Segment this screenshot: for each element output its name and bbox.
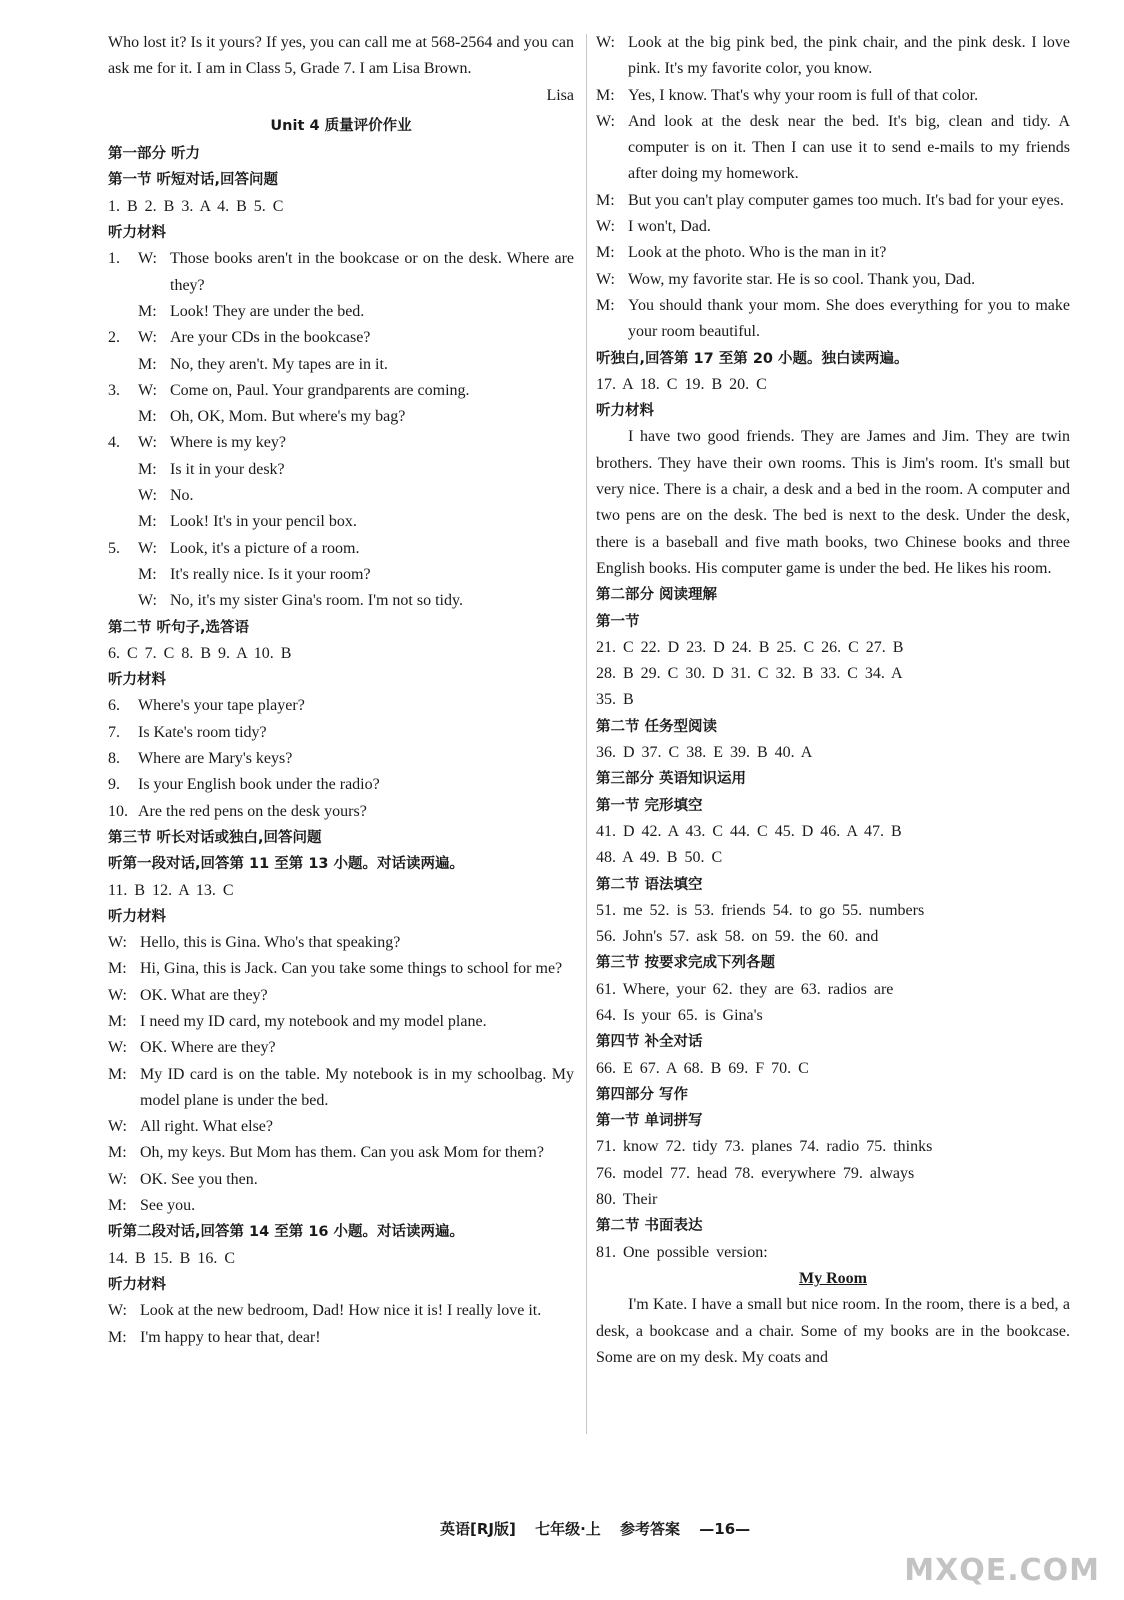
dialog-line — [138, 509, 574, 535]
dialog-line — [596, 214, 1070, 240]
dialog-line — [108, 983, 574, 1009]
answers-71-75: 71. know 72. tidy 73. planes 74. radio 75. thinks — [596, 1138, 933, 1156]
dialog-text: Wow, my favorite star. He is so cool. Thank you, Dad. — [628, 270, 976, 288]
item-number — [108, 588, 138, 614]
part1-heading: 第一部分 听力 — [108, 146, 201, 163]
numbered-dialog-line — [108, 325, 574, 351]
dialog-line — [138, 352, 574, 378]
footer-grade: 七年级·上 — [535, 1520, 601, 1538]
answers-6-10: 6. C 7. C 8. B 9. A 10. B — [108, 644, 292, 662]
dialog-text: Where is my key? — [170, 434, 286, 452]
dialog-text: Look! It's in your pencil box. — [170, 513, 357, 531]
item-number: 5. — [108, 539, 120, 557]
answers-66-70: 66. E 67. A 68. B 69. F 70. C — [596, 1059, 809, 1077]
footer-answers-label: 参考答案 — [620, 1520, 681, 1538]
speaker-label: W: — [138, 592, 157, 610]
monologue-instructions: 听独白,回答第 17 至第 20 小题。独白读两遍。 — [596, 350, 909, 367]
item-number: 7. — [108, 723, 120, 741]
page-footer — [440, 1518, 764, 1539]
dialog-text: See you. — [140, 1197, 196, 1215]
item-number — [108, 299, 138, 325]
dialog-text: Oh, my keys. But Mom has them. Can you ask Mom for them? — [140, 1144, 544, 1162]
dialog2-instructions: 听第二段对话,回答第 14 至第 16 小题。对话读两遍。 — [108, 1224, 465, 1241]
listening-material-label: 听力材料 — [108, 672, 166, 689]
dialog-text: And look at the desk near the bed. It's big, clean and tidy. A computer is on it. Then I can use it to send e-mails to my friends after doing my homework. — [628, 112, 1070, 183]
part4-section2-heading: 第二节 书面表达 — [596, 1218, 703, 1235]
dialog-line — [138, 325, 574, 351]
section2-heading: 第二节 听句子,选答语 — [108, 619, 250, 636]
dialog-text: Yes, I know. That's why your room is full of that color. — [628, 86, 979, 104]
long-dialog-1 — [108, 930, 574, 1219]
unit-title: Unit 4 质量评价作业 — [270, 117, 412, 134]
dialog-line — [138, 430, 574, 456]
numbered-dialog-line — [108, 588, 574, 614]
speaker-label: W: — [596, 218, 615, 236]
part4-section1-heading: 第一节 单词拼写 — [596, 1113, 703, 1130]
dialog-line — [138, 378, 574, 404]
dialog-text: Those books aren't in the bookcase or on the desk. Where are they? — [170, 250, 574, 294]
dialog-line — [138, 536, 574, 562]
intro-paragraph: Who lost it? Is it yours? If yes, you can call me at 568-2564 and you can ask me for it. I am in Class 5, Grade 7. I am Lisa Brown. — [108, 34, 574, 78]
answers-17-20: 17. A 18. C 19. B 20. C — [596, 375, 767, 393]
dialog-line — [108, 1035, 574, 1061]
dialog-text: No, it's my sister Gina's room. I'm not so tidy. — [170, 592, 463, 610]
dialog-text: OK. What are they? — [140, 986, 268, 1004]
dialog-text: I'm happy to hear that, dear! — [140, 1328, 321, 1346]
item-number — [108, 562, 138, 588]
part3-section3-heading: 第三节 按要求完成下列各题 — [596, 955, 776, 972]
essay-text: I'm Kate. I have a small but nice room. In the room, there is a bed, a desk, a bookcase and a chair. Some of my books are in the bookcase. Some are on my desk. My coats and — [596, 1296, 1070, 1366]
numbered-dialog-line — [108, 483, 574, 509]
dialog-text: Are your CDs in the bookcase? — [170, 329, 371, 347]
speaker-label: M: — [596, 244, 615, 262]
item-number — [108, 457, 138, 483]
dialog-line — [108, 1193, 574, 1219]
speaker-label: M: — [596, 86, 615, 104]
section1-heading: 第一节 听短对话,回答问题 — [108, 172, 279, 189]
speaker-label: W: — [138, 329, 157, 347]
answers-35: 35. B — [596, 691, 634, 709]
dialog-text: Look at the photo. Who is the man in it? — [628, 244, 887, 262]
speaker-label: W: — [596, 270, 615, 288]
sentence-text: Are the red pens on the desk yours? — [138, 802, 367, 820]
part2-section1-heading: 第一节 — [596, 613, 640, 630]
dialog-line — [108, 930, 574, 956]
part4-heading: 第四部分 写作 — [596, 1086, 689, 1103]
dialog-text: My ID card is on the table. My notebook is in my schoolbag. My model plane is under the bed. — [140, 1065, 574, 1109]
dialog-text: Come on, Paul. Your grandparents are coming. — [170, 381, 470, 399]
essay-title: My Room — [799, 1269, 867, 1287]
speaker-label: M: — [138, 565, 157, 583]
speaker-label: M: — [596, 191, 615, 209]
numbered-dialog-line — [108, 457, 574, 483]
sentence-item — [108, 772, 574, 798]
monologue-text: I have two good friends. They are James and Jim. They are twin brothers. They have their own rooms. This is Jim's room. It's small but very nice. There is a chair, a desk and a bed in the room. A computer and two pens are on the desk. The bed is next to the desk. Under the desk, there is a baseball and five math books, two Chinese books and three English books. His computer game is under the bed. He likes his room. — [596, 428, 1070, 577]
answers-21-27: 21. C 22. D 23. D 24. B 25. C 26. C 27. B — [596, 638, 904, 656]
speaker-label: M: — [596, 296, 615, 314]
answers-28-34: 28. B 29. C 30. D 31. C 32. B 33. C 34. A — [596, 665, 903, 683]
numbered-dialog-line — [108, 509, 574, 535]
numbered-dialog-line — [108, 562, 574, 588]
sentence-text: Where's your tape player? — [138, 697, 305, 715]
dialog-line — [138, 457, 574, 483]
item-number: 2. — [108, 329, 120, 347]
sentence-text: Is your English book under the radio? — [138, 776, 380, 794]
dialog-line — [596, 83, 1070, 109]
answers-64-65: 64. Is your 65. is Gina's — [596, 1006, 763, 1024]
answers-48-50: 48. A 49. B 50. C — [596, 849, 723, 867]
dialog-text: Oh, OK, Mom. But where's my bag? — [170, 408, 406, 426]
speaker-label: W: — [596, 112, 615, 130]
dialog-line — [108, 1140, 574, 1166]
dialog-text: Look at the big pink bed, the pink chair, and the pink desk. I love pink. It's my favorite color, you know. — [628, 34, 1070, 78]
short-dialogs — [108, 246, 574, 614]
speaker-label: W: — [108, 934, 127, 952]
speaker-label: W: — [138, 434, 157, 452]
left-column — [108, 30, 574, 1351]
speaker-label: M: — [138, 302, 157, 320]
dialog-line — [596, 240, 1070, 266]
dialog-text: No. — [170, 487, 194, 505]
dialog-line — [108, 1114, 574, 1140]
dialog-text: Look, it's a picture of a room. — [170, 539, 360, 557]
item-number — [108, 404, 138, 430]
numbered-dialog-line — [108, 299, 574, 325]
speaker-label: M: — [138, 355, 157, 373]
sentence-item — [108, 720, 574, 746]
sentence-item — [108, 746, 574, 772]
dialog-line — [138, 588, 574, 614]
listening-material-label: 听力材料 — [108, 225, 166, 242]
item-number: 4. — [108, 434, 120, 452]
listening-material-label: 听力材料 — [596, 403, 654, 420]
dialog-line — [596, 30, 1070, 83]
numbered-dialog-line — [108, 536, 574, 562]
speaker-label: W: — [596, 34, 615, 51]
dialog-text: No, they aren't. My tapes are in it. — [170, 355, 388, 373]
item-number — [108, 483, 138, 509]
answers-61-63: 61. Where, your 62. they are 63. radios are — [596, 980, 894, 998]
dialog-line — [108, 956, 574, 982]
dialog-line — [596, 188, 1070, 214]
speaker-label: M: — [108, 1065, 127, 1083]
dialog-text: Hi, Gina, this is Jack. Can you take some things to school for me? — [140, 960, 563, 978]
dialog1-instructions: 听第一段对话,回答第 11 至第 13 小题。对话读两遍。 — [108, 856, 465, 873]
dialog-text: Look at the new bedroom, Dad! How nice it is! I really love it. — [140, 1302, 542, 1320]
dialog-line — [138, 246, 574, 299]
answers-1-5: 1. B 2. B 3. A 4. B 5. C — [108, 197, 284, 215]
item-number: 6. — [108, 697, 120, 715]
speaker-label: M: — [108, 960, 127, 978]
part3-section4-heading: 第四节 补全对话 — [596, 1034, 703, 1051]
dialog-line — [108, 1325, 574, 1351]
listening-material-label: 听力材料 — [108, 1276, 166, 1293]
item-number — [108, 352, 138, 378]
speaker-label: M: — [108, 1012, 127, 1030]
dialog-text: Look! They are under the bed. — [170, 302, 365, 320]
dialog-line — [596, 109, 1070, 188]
dialog-text: All right. What else? — [140, 1118, 273, 1136]
speaker-label: M: — [138, 513, 157, 531]
speaker-label: W: — [108, 1039, 127, 1057]
answers-11-13: 11. B 12. A 13. C — [108, 881, 234, 899]
footer-subject: 英语[RJ版] — [440, 1520, 516, 1538]
speaker-label: M: — [108, 1197, 127, 1215]
item-number: 3. — [108, 381, 120, 399]
sentence-text: Where are Mary's keys? — [138, 750, 293, 768]
speaker-label: W: — [108, 1302, 127, 1320]
right-column — [596, 30, 1070, 1371]
sentence-item — [108, 799, 574, 825]
dialog-text: Is it in your desk? — [170, 460, 285, 478]
speaker-label: M: — [138, 460, 157, 478]
long-dialog-2 — [108, 1298, 574, 1351]
sentence-list — [108, 693, 574, 824]
part2-section2-heading: 第二节 任务型阅读 — [596, 718, 718, 735]
section3-heading: 第三节 听长对话或独白,回答问题 — [108, 829, 322, 846]
dialog-line — [138, 299, 574, 325]
numbered-dialog-line — [108, 246, 574, 299]
part2-heading: 第二部分 阅读理解 — [596, 587, 718, 604]
long-dialog-2-continued — [596, 30, 1070, 346]
watermark-logo: MXQE.COM — [904, 1553, 1100, 1588]
item-number: 9. — [108, 776, 120, 794]
sentence-item — [108, 693, 574, 719]
dialog-line — [108, 1167, 574, 1193]
answers-76-79: 76. model 77. head 78. everywhere 79. always — [596, 1164, 915, 1182]
dialog-text: I need my ID card, my notebook and my model plane. — [140, 1012, 487, 1030]
dialog-line — [108, 1298, 574, 1324]
speaker-label: W: — [108, 1118, 127, 1136]
speaker-label: M: — [108, 1144, 127, 1162]
dialog-text: Hello, this is Gina. Who's that speaking? — [140, 934, 401, 952]
speaker-label: W: — [108, 1170, 127, 1188]
speaker-label: W: — [138, 250, 157, 268]
answers-14-16: 14. B 15. B 16. C — [108, 1249, 236, 1267]
column-divider — [586, 34, 587, 1434]
signature: Lisa — [546, 86, 574, 104]
dialog-text: But you can't play computer games too much. It's bad for your eyes. — [628, 191, 1064, 209]
dialog-line — [596, 293, 1070, 346]
numbered-dialog-line — [108, 430, 574, 456]
dialog-text: It's really nice. Is it your room? — [170, 565, 371, 583]
answers-41-47: 41. D 42. A 43. C 44. C 45. D 46. A 47. B — [596, 822, 902, 840]
speaker-label: W: — [138, 487, 157, 505]
speaker-label: W: — [138, 539, 157, 557]
dialog-line — [138, 562, 574, 588]
answers-51-55: 51. me 52. is 53. friends 54. to go 55. numbers — [596, 901, 925, 919]
dialog-text: OK. See you then. — [140, 1170, 258, 1188]
answers-80: 80. Their — [596, 1191, 658, 1209]
listening-material-label: 听力材料 — [108, 908, 166, 925]
part3-heading: 第三部分 英语知识运用 — [596, 771, 747, 788]
dialog-line — [108, 1009, 574, 1035]
footer-page-number: —16— — [699, 1520, 751, 1538]
speaker-label: W: — [138, 381, 157, 399]
dialog-text: OK. Where are they? — [140, 1039, 276, 1057]
speaker-label: M: — [138, 408, 157, 426]
item-number: 1. — [108, 250, 120, 268]
sentence-text: Is Kate's room tidy? — [138, 723, 267, 741]
part3-section1-heading: 第一节 完形填空 — [596, 797, 703, 814]
dialog-text: I won't, Dad. — [628, 218, 711, 236]
answers-36-40: 36. D 37. C 38. E 39. B 40. A — [596, 744, 813, 762]
dialog-line — [108, 1062, 574, 1115]
dialog-text: You should thank your mom. She does everything for you to make your room beautiful. — [628, 296, 1070, 341]
dialog-line — [596, 267, 1070, 293]
item-number: 10. — [108, 802, 128, 820]
item-number — [108, 509, 138, 535]
numbered-dialog-line — [108, 352, 574, 378]
answers-56-60: 56. John's 57. ask 58. on 59. the 60. and — [596, 928, 879, 946]
numbered-dialog-line — [108, 404, 574, 430]
part3-section2-heading: 第二节 语法填空 — [596, 876, 703, 893]
speaker-label: M: — [108, 1328, 127, 1346]
dialog-line — [138, 404, 574, 430]
dialog-line — [138, 483, 574, 509]
speaker-label: W: — [108, 986, 127, 1004]
numbered-dialog-line — [108, 378, 574, 404]
item-number: 8. — [108, 750, 120, 768]
answers-81: 81. One possible version: — [596, 1243, 768, 1261]
